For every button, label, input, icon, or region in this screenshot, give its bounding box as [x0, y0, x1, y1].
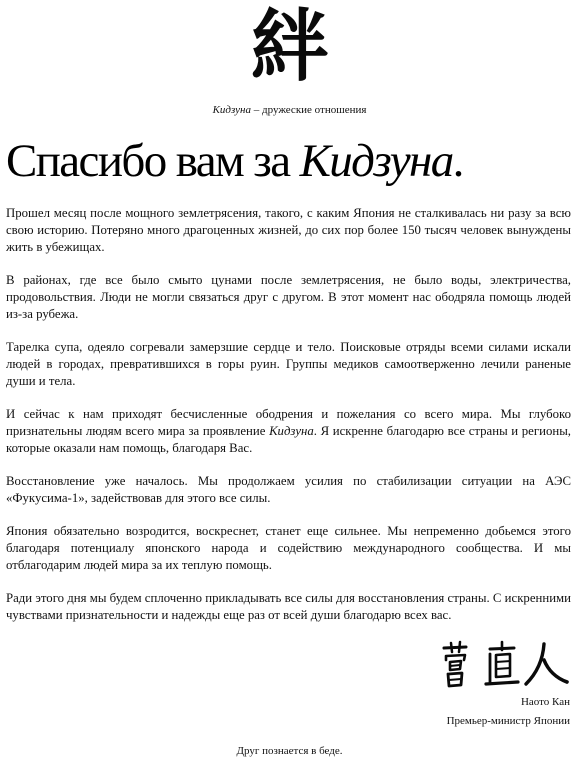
paragraph-4-before: И сейчас к нам приходят бесчисленные ободрения и пожелания со всего мира. Мы глубоко признательны людям всего мира за проявление [6, 407, 571, 438]
signatory-name: Наото Кан [520, 696, 570, 708]
paragraph-6: Япония обязательно возродится, воскреснет, станет еще сильнее. Мы непременно добьемся этого благодаря потенциалу японского народа и содействию международного сообщества. И мы отблагодарим людей мира за их теплую помощь. [6, 524, 571, 572]
paragraph-4-after: . Я искренне благодарю все страны и регионы, которые оказали нам помощь, благодаря Вас. [6, 424, 572, 455]
letter-body [6, 205, 571, 640]
paragraph-5: Восстановление уже началось. Мы продолжаем усилия по стабилизации ситуации на АЭС «Фукусима-1», задействовав для этого все силы. [6, 474, 571, 505]
paragraph-3: Тарелка супа, одеяло согревали замерзшие сердце и тело. Поисковые отряды всеми силами искали людей в городах, превратившихся в горы руин. Группы медиков самоотверженно лечили раненые души и тела. [6, 340, 571, 388]
closing-proverb: Друг познается в беде. [236, 745, 343, 757]
headline-end: . [452, 135, 463, 187]
kizuna-caption [0, 103, 579, 117]
caption-definition: – дружеские отношения [251, 104, 367, 116]
kizuna-kanji-logo: 絆 [250, 1, 329, 92]
paragraph-4-term: Кидзуна [269, 424, 314, 438]
paragraph-1: Прошел месяц после мощного землетрясения, такого, с каким Япония не сталкивалась ни разу за всю свою историю. Потеряно много драгоценных жизней, до сих пор более 150 тысяч человек вынуждены жить в убежищах. [6, 206, 571, 254]
page-title [6, 131, 463, 191]
headline-lead: Спасибо вам за [6, 135, 300, 187]
signatory-title: Премьер-министр Японии [446, 715, 570, 727]
paragraph-7: Ради этого дня мы будем сплоченно прикладывать все силы для восстановления страны. С искренними чувствами признательности и надежды еще раз от всей души благодарю всех вас. [6, 591, 571, 622]
handwritten-signature [440, 640, 570, 690]
paragraph-2: В районах, где все было смыто цунами после землетрясения, не было воды, электричества, продовольствия. Люди не могли связаться друг с другом. В этот момент нас ободряла помощь людей из-за рубежа. [6, 273, 571, 321]
caption-term: Кидзуна [212, 104, 252, 116]
headline-term: Кидзуна [299, 135, 453, 187]
paragraph-4 [6, 406, 571, 457]
